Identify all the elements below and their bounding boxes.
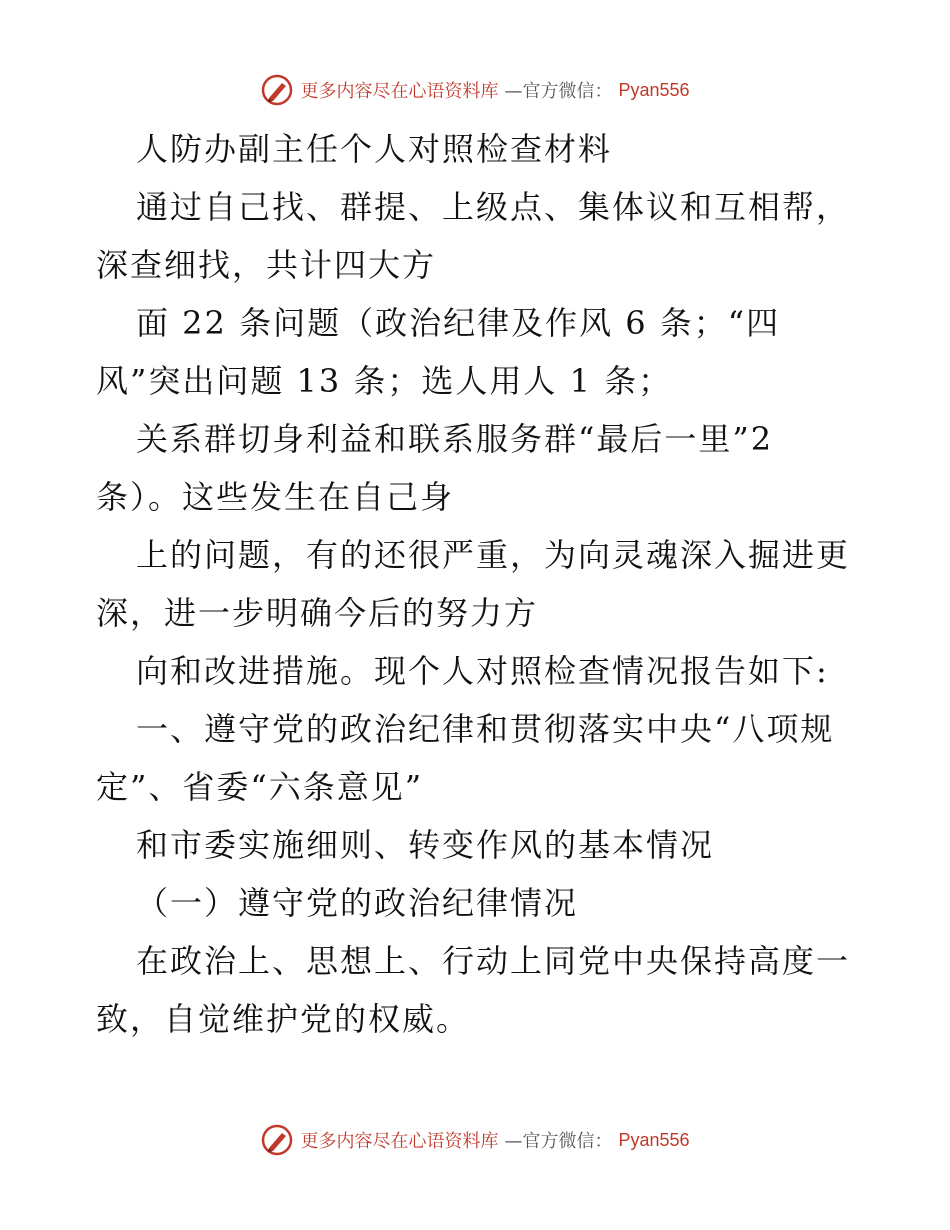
text-line: 面 22 条问题（政治纪律及作风 6 条；“四 — [136, 304, 781, 342]
text-line: 风”突出问题 13 条；选人用人 1 条； — [96, 362, 673, 400]
text-line: 和市委实施细则、转变作风的基本情况 — [136, 826, 715, 864]
text-line: 在政治上、思想上、行动上同党中央保持高度一 — [136, 942, 851, 980]
text-line: 关系群切身利益和联系服务群“最后一里”2 — [136, 420, 774, 458]
text-line: 条）。这些发生在自己身 — [96, 478, 455, 516]
text-line: 定”、省委“六条意见” — [96, 768, 424, 806]
text-line: 人防办副主任个人对照检查材料 — [136, 130, 613, 168]
banner-wechat-id: Pyan556 — [618, 79, 690, 100]
text-line: 致，自觉维护党的权威。 — [96, 1000, 471, 1038]
banner-separator: —官方微信： — [504, 1131, 613, 1152]
pen-logo-icon — [260, 73, 294, 107]
document-body — [96, 120, 856, 1048]
pen-logo-icon — [260, 1123, 294, 1157]
banner-text: 更多内容尽在心语资料库 — [300, 1131, 499, 1152]
header-banner — [0, 70, 950, 110]
text-line: 一、遵守党的政治纪律和贯彻落实中央“八项规 — [136, 710, 835, 748]
text-line: （一）遵守党的政治纪律情况 — [136, 884, 579, 922]
text-line: 上的问题，有的还很严重，为向灵魂深入掘进更 — [136, 536, 851, 574]
text-line: 深，进一步明确今后的努力方 — [96, 594, 539, 632]
banner-text: 更多内容尽在心语资料库 — [300, 81, 499, 102]
banner-separator: —官方微信： — [504, 81, 613, 102]
text-line: 向和改进措施。现个人对照检查情况报告如下: — [136, 652, 829, 690]
footer-banner — [0, 1120, 950, 1160]
text-line: 深查细找，共计四大方 — [96, 246, 437, 284]
text-line: 通过自己找、群提、上级点、集体议和互相帮， — [136, 188, 851, 226]
banner-wechat-id: Pyan556 — [618, 1129, 690, 1150]
